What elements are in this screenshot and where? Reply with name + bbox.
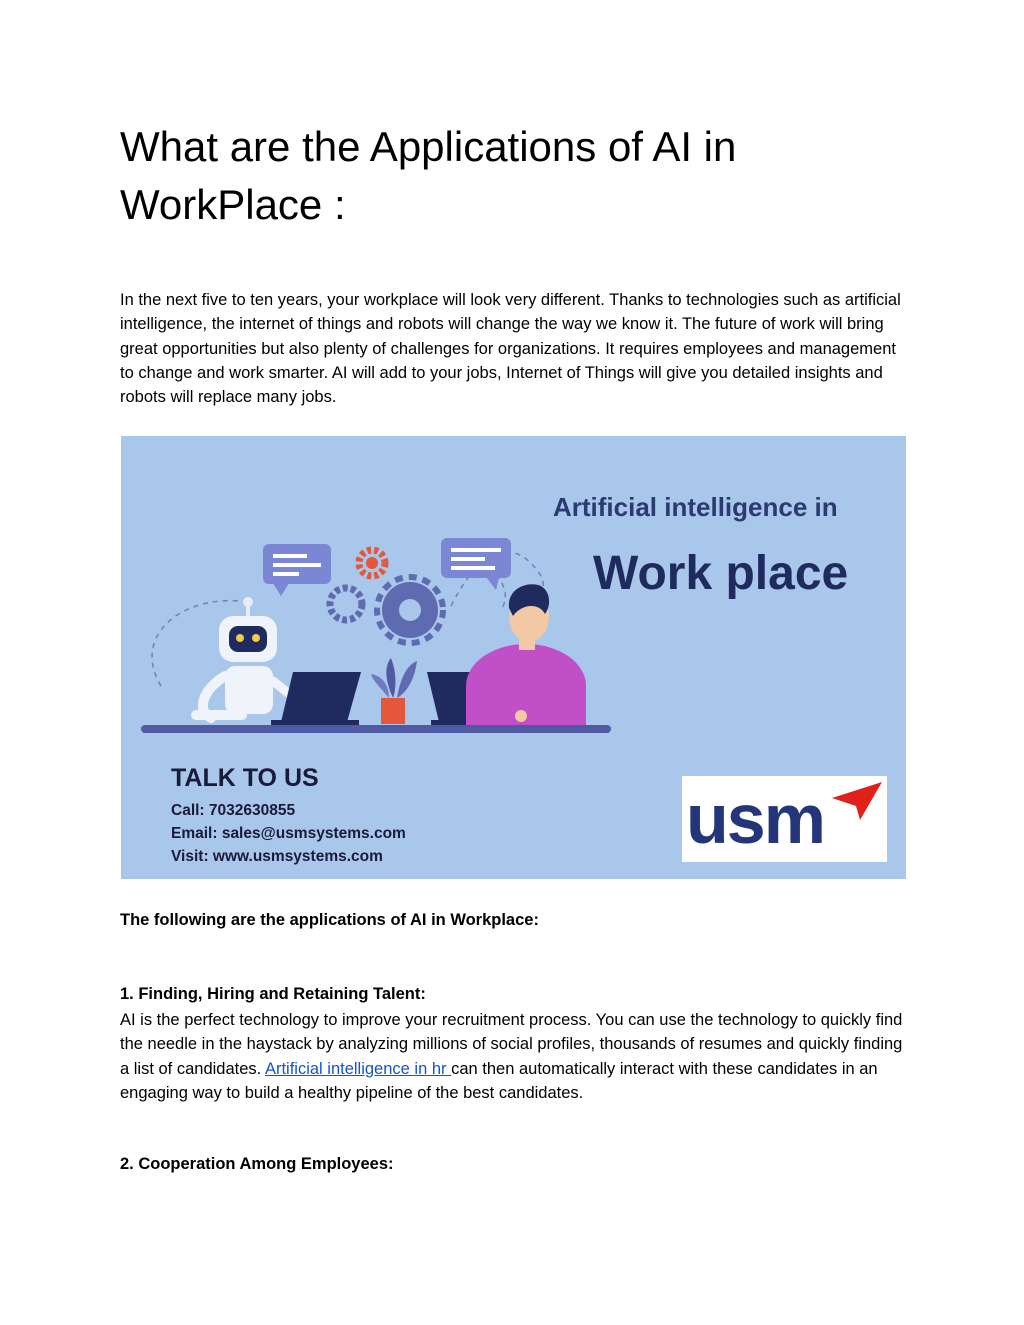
- chat-bubble-icon: [441, 538, 511, 590]
- intro-paragraph: In the next five to ten years, your workplace will look very different. Thanks to technologies such as artificial intelligence, the internet of things and robots will change the way we know it. The future of work will bring great opportunities but also plenty of challenges for organizations. It requires employees and management to change and work smarter. AI will add to your jobs, Internet of Things will give you detailed insights and robots will replace many jobs.: [120, 291, 901, 407]
- section1-heading: 1. Finding, Hiring and Retaining Talent:: [120, 985, 426, 1003]
- contact-visit: Visit: www.usmsystems.com: [171, 848, 383, 865]
- robot-icon: [191, 597, 299, 720]
- contact-call: Call: 7032630855: [171, 802, 296, 819]
- page-title: What are the Applications of AI in WorkPlace :: [120, 123, 737, 228]
- gear-icon: [359, 550, 385, 576]
- gear-icon: [330, 588, 362, 620]
- section2-heading: 2. Cooperation Among Employees:: [120, 1155, 394, 1173]
- section1-paragraph: [120, 1008, 910, 1105]
- banner-heading-line2: Work place: [593, 547, 849, 600]
- desk-line: [141, 725, 611, 733]
- banner-heading-line1: Artificial intelligence in: [553, 492, 838, 522]
- talk-to-us-heading: TALK TO US: [171, 764, 319, 792]
- plant-icon: [371, 658, 417, 724]
- logo-text: usm: [686, 780, 824, 858]
- logo-arrow-icon: [682, 776, 887, 862]
- ai-in-hr-link[interactable]: Artificial intelligence in hr: [264, 1059, 452, 1078]
- gear-icon: [377, 577, 443, 643]
- section1-text-after: can then automatically interact with these candidates in an engaging way to build a healthy pipeline of the best candidates.: [120, 1059, 878, 1102]
- laptop-icon: [271, 672, 361, 725]
- person-icon: [466, 584, 586, 728]
- section1-text-before: AI is the perfect technology to improve your recruitment process. You can use the technology to quickly find the needle in the haystack by analyzing millions of social profiles, thousands of resumes and quickly finding a list of candidates.: [120, 1011, 903, 1078]
- usm-logo: [682, 776, 887, 862]
- chat-bubble-icon: [263, 544, 331, 596]
- banner-image: [121, 436, 906, 879]
- contact-email: Email: sales@usmsystems.com: [171, 825, 406, 842]
- applications-heading: The following are the applications of AI in Workplace:: [120, 911, 539, 929]
